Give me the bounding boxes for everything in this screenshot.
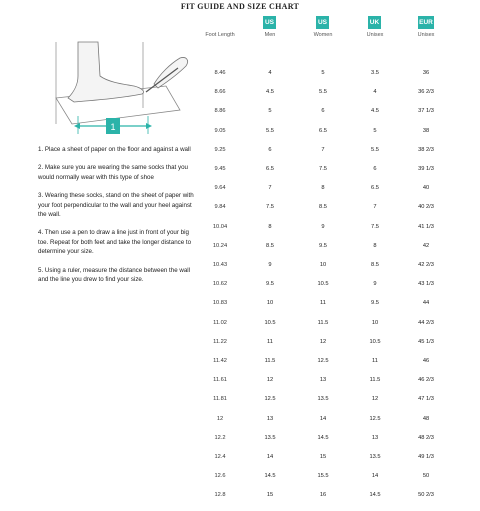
size-cell: 11.5 — [369, 377, 381, 384]
size-cell: 6.5 — [371, 185, 379, 192]
foot-length-cell: 12.8 — [214, 492, 226, 499]
column-headers — [200, 32, 480, 46]
size-cell: 42 — [422, 242, 430, 249]
size-cell: 36 2/3 — [418, 89, 434, 96]
table-row — [200, 454, 480, 473]
foot-measure-illustration — [38, 38, 198, 140]
foot-length-cell: 8.86 — [214, 108, 226, 115]
foot-length-cell: 10.24 — [212, 242, 228, 249]
size-cell: 4.5 — [371, 108, 379, 115]
size-cell: 10 — [371, 319, 379, 326]
size-cell: 6 — [373, 166, 377, 172]
foot-length-cell: 12 — [216, 415, 224, 422]
size-cell: 44 — [422, 300, 430, 307]
size-cell: 6.5 — [266, 166, 274, 172]
table-row — [200, 339, 480, 358]
table-row — [200, 300, 480, 319]
size-cell: 7 — [373, 204, 377, 211]
size-chart-table — [200, 16, 480, 499]
table-row — [200, 185, 480, 204]
size-cell: 7 — [321, 146, 325, 153]
foot-length-cell: 11.02 — [213, 319, 227, 326]
size-cell: 13.5 — [264, 434, 276, 441]
table-row — [200, 108, 480, 127]
size-cell: 3.5 — [371, 70, 379, 76]
size-cell: 12.5 — [369, 415, 381, 422]
size-cell: 8 — [268, 223, 272, 230]
size-cell: 41 1/3 — [418, 223, 434, 230]
table-row — [200, 473, 480, 492]
size-cell: 50 — [422, 473, 430, 480]
size-cell: 10.5 — [317, 281, 329, 288]
foot-length-cell: 9.45 — [214, 166, 226, 172]
size-cell: 11 — [372, 358, 378, 364]
size-cell: 46 — [422, 358, 430, 364]
table-row — [200, 128, 480, 147]
size-cell: 14 — [371, 473, 379, 480]
table-row — [200, 70, 480, 89]
size-cell: 11.5 — [264, 358, 276, 364]
measure-marker-label: 1 — [110, 122, 116, 132]
foot-length-cell: 12.4 — [214, 454, 226, 460]
size-cell: 13.5 — [317, 396, 329, 403]
header-foot-length: Foot Length — [205, 32, 235, 38]
header-uk-unisex: Unisex — [366, 32, 384, 38]
size-cell: 42 2/3 — [418, 262, 434, 268]
table-row — [200, 435, 480, 454]
size-cell: 7.5 — [319, 166, 327, 172]
badge-uk: UK — [368, 16, 381, 29]
foot-length-cell: 9.84 — [214, 204, 226, 211]
size-cell: 13 — [319, 377, 327, 384]
size-cell: 7.5 — [266, 204, 274, 211]
instructions-list — [38, 145, 200, 293]
size-cell: 9 — [321, 223, 325, 230]
size-cell: 15 — [266, 492, 274, 499]
foot-length-cell: 11.61 — [213, 377, 227, 384]
size-cell: 43 1/3 — [418, 281, 434, 288]
size-cell: 9.5 — [266, 281, 274, 288]
size-cell: 15 — [319, 454, 327, 460]
size-cell: 9 — [268, 262, 272, 268]
table-row — [200, 416, 480, 435]
size-cell: 46 2/3 — [418, 377, 434, 384]
size-cell: 12 — [266, 377, 274, 384]
size-cell: 14.5 — [264, 473, 276, 480]
size-cell: 37 1/3 — [418, 108, 434, 115]
foot-length-cell: 10.43 — [212, 262, 228, 268]
foot-length-cell: 10.04 — [212, 223, 228, 230]
size-cell: 5 — [321, 70, 325, 76]
size-cell: 14.5 — [369, 492, 381, 499]
size-cell: 47 1/3 — [418, 396, 434, 403]
size-cell: 5 — [268, 108, 272, 115]
foot-length-cell: 8.66 — [214, 89, 226, 96]
foot-length-cell: 9.05 — [214, 127, 226, 134]
size-cell: 8 — [321, 185, 325, 192]
table-row — [200, 396, 480, 415]
size-cell: 40 2/3 — [418, 204, 434, 211]
size-cell: 8 — [373, 242, 377, 249]
size-cell: 12 — [319, 338, 327, 345]
size-cell: 38 — [422, 127, 430, 134]
page-title: FIT GUIDE AND SIZE CHART — [180, 2, 300, 11]
size-cell: 4 — [268, 70, 272, 76]
size-cell: 10 — [266, 300, 274, 307]
table-row — [200, 204, 480, 223]
size-cell: 11 — [267, 338, 273, 345]
foot-length-cell: 12.2 — [214, 434, 226, 441]
instruction-step: 3. Wearing these socks, stand on the sheet of paper with your foot perpendicular to the wall and your heel against the wall. — [38, 192, 194, 219]
size-cell: 6 — [268, 146, 272, 153]
size-cell: 38 2/3 — [418, 146, 434, 153]
foot-length-cell: 8.46 — [214, 70, 226, 76]
size-cell: 8.5 — [371, 262, 379, 268]
column-badges — [200, 16, 480, 30]
size-cell: 10.5 — [369, 338, 381, 345]
header-women: Women — [313, 32, 333, 38]
size-cell: 13 — [371, 434, 379, 441]
size-cell: 5.5 — [371, 146, 379, 153]
size-cell: 48 2/3 — [418, 434, 434, 441]
badge-us-men: US — [263, 16, 276, 29]
size-cell: 12 — [371, 396, 379, 403]
size-cell: 11.5 — [317, 319, 329, 326]
size-cell: 5.5 — [319, 89, 327, 96]
foot-length-cell: 11.22 — [213, 338, 227, 345]
table-row — [200, 147, 480, 166]
header-men: Men — [264, 32, 276, 38]
size-cell: 4 — [373, 89, 377, 96]
size-cell: 10 — [319, 262, 327, 268]
size-cell: 12.5 — [264, 396, 276, 403]
size-cell: 6 — [321, 108, 325, 115]
size-cell: 8.5 — [319, 204, 327, 211]
table-row — [200, 358, 480, 377]
size-cell: 14 — [319, 415, 327, 422]
badge-eur: EUR — [418, 16, 434, 29]
size-cell: 7 — [268, 185, 272, 192]
foot-length-cell: 9.25 — [214, 146, 226, 153]
table-row — [200, 262, 480, 281]
table-row — [200, 224, 480, 243]
size-cell: 48 — [422, 415, 430, 422]
size-cell: 49 1/3 — [418, 454, 434, 460]
table-row — [200, 320, 480, 339]
size-cell: 13.5 — [369, 454, 381, 460]
header-eur-unisex: Unisex — [417, 32, 435, 38]
foot-length-cell: 11.81 — [213, 396, 227, 403]
size-cell: 15.5 — [317, 473, 329, 480]
badge-us-women: US — [316, 16, 329, 29]
size-cell: 8.5 — [266, 242, 274, 249]
foot-length-cell: 12.6 — [214, 473, 226, 480]
size-cell: 9 — [373, 281, 377, 288]
size-cell: 14.5 — [317, 434, 329, 441]
instruction-step: 1. Place a sheet of paper on the floor and against a wall — [38, 146, 191, 153]
size-cell: 10.5 — [264, 319, 276, 326]
size-cell: 5 — [373, 127, 377, 134]
table-row — [200, 89, 480, 108]
size-cell: 5.5 — [266, 127, 274, 134]
size-cell: 39 1/3 — [418, 166, 434, 172]
size-cell: 16 — [319, 492, 327, 499]
foot-length-cell: 11.42 — [213, 358, 227, 364]
foot-length-cell: 10.83 — [212, 300, 228, 307]
instruction-step: 2. Make sure you are wearing the same socks that you would normally wear with this type of shoe — [38, 164, 188, 181]
size-cell: 45 1/3 — [418, 338, 434, 345]
foot-length-cell: 10.62 — [212, 281, 228, 288]
size-cell: 13 — [266, 415, 274, 422]
size-cell: 4.5 — [266, 89, 274, 96]
foot-length-cell: 9.64 — [214, 185, 226, 192]
instruction-step: 4. Then use a pen to draw a line just in front of your big toe. Repeat for both feet and take the longer distance to determine your size. — [38, 229, 192, 256]
size-cell: 50 2/3 — [418, 492, 434, 499]
table-row — [200, 377, 480, 396]
size-cell: 9.5 — [371, 300, 379, 307]
size-cell: 11 — [320, 300, 326, 307]
table-row — [200, 166, 480, 185]
table-row — [200, 281, 480, 300]
size-cell: 12.5 — [317, 358, 329, 364]
instruction-step: 5. Using a ruler, measure the distance between the wall and the line you drew to find your size. — [38, 266, 191, 284]
size-cell: 44 2/3 — [418, 319, 434, 326]
table-row — [200, 243, 480, 262]
size-cell: 9.5 — [319, 242, 327, 249]
size-cell: 36 — [422, 70, 430, 76]
size-cell: 7.5 — [371, 223, 379, 230]
size-cell: 14 — [266, 454, 274, 460]
table-row — [200, 492, 480, 511]
size-cell: 6.5 — [319, 127, 327, 134]
size-cell: 40 — [422, 185, 430, 192]
